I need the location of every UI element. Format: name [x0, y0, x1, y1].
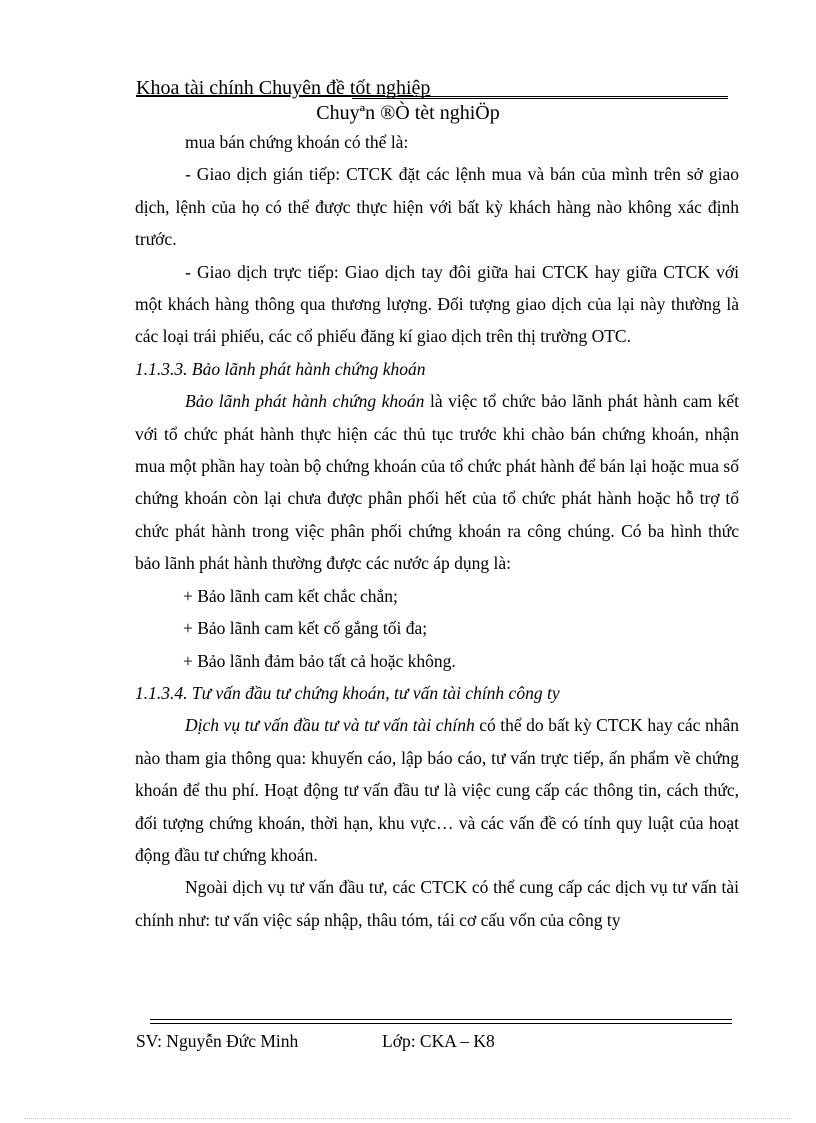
advisory-term: Dịch vụ tư vấn đầu tư và tư vấn tài chính — [185, 715, 475, 736]
section-heading-underwriting: 1.1.3.3. Bảo lãnh phát hành chứng khoán — [135, 358, 426, 379]
underwriting-text: là việc tổ chức bảo lãnh phát hành cam kết với tổ chức phát hành thực hiện các thủ tục trước khi chào bán chứng khoán, nhận mua một phần hay toàn bộ chứng khoán của tổ chức phát hành để bán lại hoặc mua số chứng khoán còn lại chưa được phân phối hết của tổ chức phát hành hoặc hỗ trợ tổ chức phát hành trong việc phân phối chứng khoán ra công chúng. Có ba hình thức bảo lãnh phát hành thường được các nước áp dụng là: — [135, 391, 739, 574]
section-heading-advisory: 1.1.3.4. Tư vấn đầu tư chứng khoán, tư vấn tài chính công ty — [135, 682, 560, 703]
paragraph-advisory — [135, 709, 739, 871]
footer-rule — [150, 1019, 732, 1020]
footer-student-name: SV: Nguyễn Đức Minh — [136, 1031, 299, 1051]
bullet-item: + Bảo lãnh đảm bảo tất cả hoặc không. — [183, 650, 456, 671]
header-center: Chuyªn ®Ò tèt nghiÖp — [316, 102, 500, 124]
page-bottom-edge — [24, 1118, 792, 1119]
footer-class: Lớp: CKA – K8 — [382, 1031, 495, 1051]
advisory-text: có thể do bất kỳ CTCK hay các nhân nào tham gia thông qua: khuyến cáo, lập báo cáo, tư vấn trực tiếp, ấn phẩm về chứng khoán để thu phí. Hoạt động tư vấn đầu tư là việc cung cấp các thông tin, cách thức, đối tượng chứng khoán, thời hạn, khu vực… và các vấn đề có tính quy luật của hoạt động đầu tư chứng khoán. — [135, 715, 739, 865]
paragraph-direct-trading: - Giao dịch trực tiếp: Giao dịch tay đôi giữa hai CTCK hay giữa CTCK với một khách hàng thông qua thương lượng. Đối tượng giao dịch của lại này thường là các loại trái phiếu, các cổ phiếu đăng kí giao dịch trên thị trường OTC. — [135, 261, 739, 347]
paragraph-intro: mua bán chứng khoán có thể là: — [185, 132, 409, 152]
paragraph-indirect-trading: - Giao dịch gián tiếp: CTCK đặt các lệnh mua và bán của mình trên sở giao dịch, lệnh của họ có thể được thực hiện với bất kỳ khách hàng nào không xác định trước. — [135, 164, 739, 250]
footer-rule-double — [150, 1023, 732, 1024]
paragraph-financial-advisory: Ngoài dịch vụ tư vấn đầu tư, các CTCK có thể cung cấp các dịch vụ tư vấn tài chính như: tư vấn việc sáp nhập, thâu tóm, tái cơ cấu vốn của công ty — [135, 877, 739, 930]
bullet-item: + Bảo lãnh cam kết chắc chắn; — [183, 585, 398, 606]
header-left: Khoa tài chính Chuyên đề tốt nghiệp — [136, 77, 431, 99]
header-rule-double — [352, 98, 728, 99]
underwriting-term: Bảo lãnh phát hành chứng khoán — [185, 391, 425, 412]
header-rule — [352, 96, 728, 97]
bullet-item: + Bảo lãnh cam kết cố gắng tối đa; — [183, 618, 428, 639]
paragraph-underwriting — [135, 385, 739, 579]
body-text — [135, 126, 739, 936]
